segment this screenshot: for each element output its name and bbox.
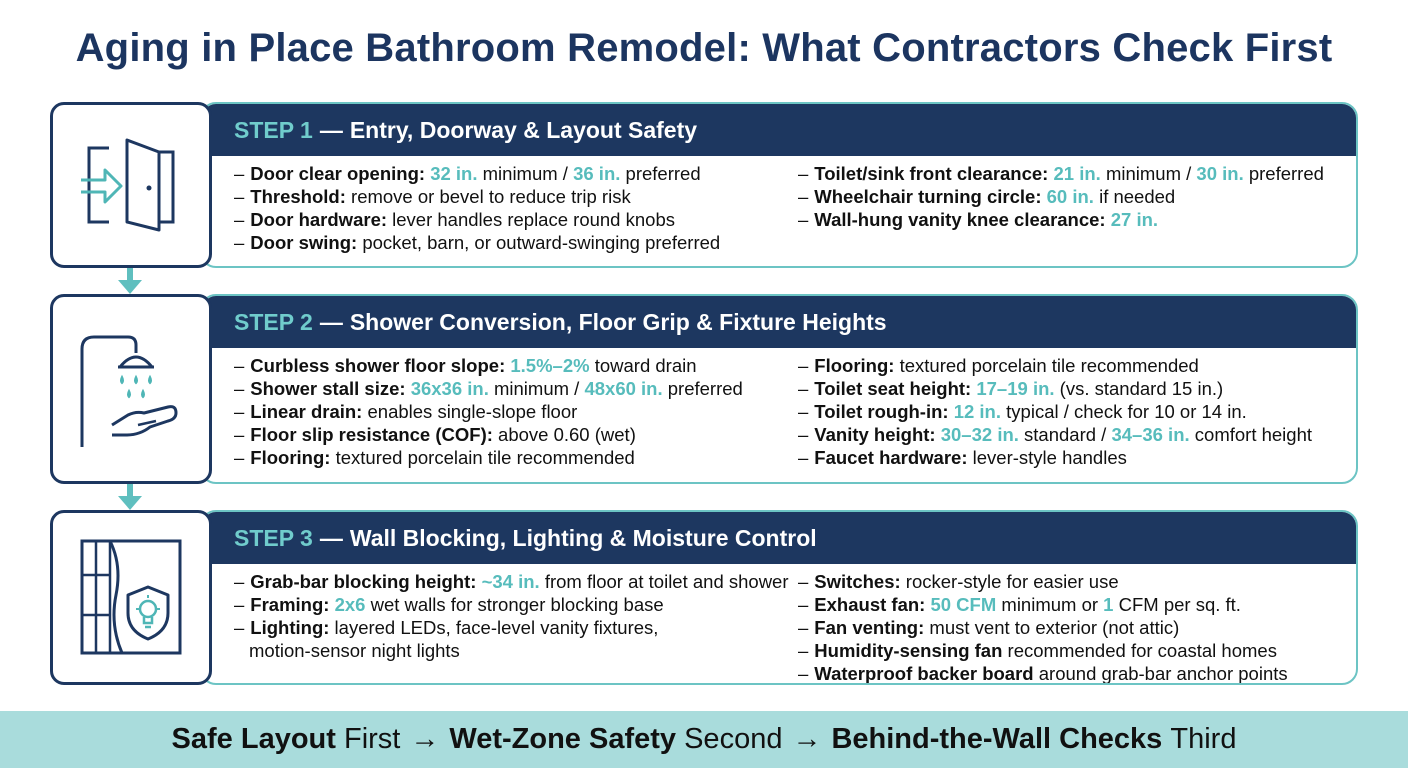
checklist-item (798, 616, 1288, 639)
item-text: remove or bevel to reduce trip risk (351, 186, 631, 207)
item-text: preferred (1248, 163, 1324, 184)
item-text: comfort height (1194, 424, 1313, 445)
shower-hand-icon (76, 329, 186, 449)
step-2-number: STEP 2 (234, 308, 313, 335)
step-2-right-list (798, 354, 1312, 469)
item-label: Linear drain: (250, 401, 363, 422)
item-text: standard / (1024, 424, 1107, 445)
checklist-item (798, 400, 1312, 423)
item-label: Wall-hung vanity knee clearance: (814, 209, 1106, 230)
item-text: minimum / (494, 378, 580, 399)
bullet-dash: – (798, 186, 809, 207)
step-2-header (202, 296, 1356, 348)
footer-phase-3: Third (1170, 723, 1237, 755)
step-connector-arrow (118, 268, 142, 294)
step-3-section (50, 510, 1358, 685)
step-3-number: STEP 3 (234, 524, 313, 551)
step-2-dash: — (319, 308, 343, 335)
item-text: motion-sensor night lights (249, 640, 460, 661)
wall-shield-bulb-icon (76, 535, 186, 660)
item-value: 2x6 (334, 594, 366, 615)
item-text: typical / check for 10 or 14 in. (1006, 401, 1247, 422)
item-value: 48x60 in. (584, 378, 663, 399)
checklist-item (234, 593, 789, 616)
step-3-header (202, 512, 1356, 564)
checklist-item (798, 354, 1312, 377)
bullet-dash: – (234, 447, 245, 468)
item-label: Exhaust fan: (814, 594, 926, 615)
item-label: Humidity-sensing fan (814, 640, 1003, 661)
item-label: Door hardware: (250, 209, 388, 230)
step-3-title: Wall Blocking, Lighting & Moisture Control (349, 524, 817, 551)
item-label: Flooring: (814, 355, 895, 376)
bullet-dash: – (798, 640, 809, 661)
bullet-dash: – (234, 378, 245, 399)
item-label: Lighting: (250, 617, 330, 638)
bullet-dash: – (234, 163, 245, 184)
item-label: Waterproof backer board (814, 663, 1034, 684)
item-text: pocket, barn, or outward-swinging preferred (362, 232, 721, 253)
item-label: Curbless shower floor slope: (250, 355, 506, 376)
checklist-item (798, 662, 1288, 685)
item-text: minimum / (482, 163, 568, 184)
item-value: 1.5%–2% (510, 355, 590, 376)
bullet-dash: – (798, 663, 809, 684)
item-text: above 0.60 (wet) (498, 424, 636, 445)
bullet-dash: – (798, 447, 809, 468)
item-text: recommended for coastal homes (1007, 640, 1277, 661)
item-text: enables single-slope floor (367, 401, 578, 422)
step-2-card (200, 294, 1358, 484)
item-text: minimum / (1105, 163, 1192, 184)
step-1-dash: — (319, 116, 343, 143)
checklist-item (798, 208, 1324, 231)
item-text: from floor at toilet and shower (544, 571, 789, 592)
item-text: must vent to exterior (not attic) (929, 617, 1180, 638)
item-text: rocker-style for easier use (905, 571, 1119, 592)
bullet-dash: – (234, 355, 245, 376)
footer-phase-2: Second (684, 723, 783, 755)
bullet-dash: – (798, 209, 809, 230)
step-1-number: STEP 1 (234, 116, 313, 143)
bullet-dash: – (234, 424, 245, 445)
item-label: Wheelchair turning circle: (814, 186, 1042, 207)
footer-arrow-icon: → (410, 723, 440, 755)
item-text: if needed (1099, 186, 1176, 207)
item-text: (vs. standard 15 in.) (1059, 378, 1224, 399)
checklist-item (234, 423, 743, 446)
step-3-left-list (234, 570, 789, 662)
checklist-item (234, 231, 720, 254)
step-1-card (200, 102, 1358, 268)
item-value: 34–36 in. (1111, 424, 1190, 445)
item-value: 30 in. (1196, 163, 1244, 184)
step-1-header (202, 104, 1356, 156)
item-value: 30–32 in. (940, 424, 1019, 445)
step-2-icon-box (50, 294, 212, 484)
item-text: around grab-bar anchor points (1038, 663, 1288, 684)
item-label: Toilet rough-in: (814, 401, 949, 422)
item-text: textured porcelain tile recommended (335, 447, 635, 468)
item-label: Fan venting: (814, 617, 925, 638)
item-text: preferred (625, 163, 701, 184)
step-3-right-list (798, 570, 1288, 685)
item-value: 50 CFM (930, 594, 997, 615)
checklist-item (798, 570, 1288, 593)
bullet-dash: – (234, 594, 245, 615)
step-2-section (50, 294, 1358, 484)
checklist-item (234, 400, 743, 423)
item-value: ~34 in. (481, 571, 540, 592)
item-label: Door clear opening: (250, 163, 426, 184)
item-label: Toilet/sink front clearance: (814, 163, 1049, 184)
step-1-right-list (798, 162, 1324, 231)
item-text: wet walls for stronger blocking base (370, 594, 664, 615)
item-text: lever-style handles (972, 447, 1127, 468)
item-label: Flooring: (250, 447, 331, 468)
bullet-dash: – (798, 617, 809, 638)
bullet-dash: – (234, 617, 245, 638)
bullet-dash: – (798, 594, 809, 615)
checklist-item (234, 185, 720, 208)
item-value: 36 in. (573, 163, 621, 184)
item-value: 36x36 in. (410, 378, 489, 399)
footer-phase-3-bold: Behind-the-Wall Checks (831, 723, 1163, 755)
step-1-title: Entry, Doorway & Layout Safety (349, 116, 698, 143)
checklist-item (234, 162, 720, 185)
footer-arrow-icon: → (792, 723, 822, 755)
item-text: preferred (667, 378, 743, 399)
item-text: lever handles replace round knobs (392, 209, 675, 230)
item-text: CFM per sq. ft. (1118, 594, 1241, 615)
bullet-dash: – (798, 424, 809, 445)
item-label: Floor slip resistance (COF): (250, 424, 493, 445)
item-label: Threshold: (250, 186, 346, 207)
door-entry-icon (81, 130, 181, 240)
bullet-dash: – (234, 209, 245, 230)
checklist-item (798, 593, 1288, 616)
item-text: textured porcelain tile recommended (899, 355, 1199, 376)
checklist-item (798, 162, 1324, 185)
item-value: 60 in. (1046, 186, 1094, 207)
item-label: Framing: (250, 594, 330, 615)
checklist-item (234, 377, 743, 400)
checklist-item (798, 446, 1312, 469)
footer-phase-1: First (343, 723, 401, 755)
checklist-item (234, 354, 743, 377)
bullet-dash: – (798, 571, 809, 592)
bullet-dash: – (234, 571, 245, 592)
item-value: 12 in. (953, 401, 1002, 422)
checklist-item (798, 377, 1312, 400)
checklist-item (234, 208, 720, 231)
bullet-dash: – (234, 401, 245, 422)
step-2-title: Shower Conversion, Floor Grip & Fixture Heights (349, 308, 887, 335)
bullet-dash: – (798, 401, 809, 422)
checklist-item (798, 423, 1312, 446)
item-value: 27 in. (1110, 209, 1159, 230)
item-label: Vanity height: (814, 424, 936, 445)
checklist-item (234, 616, 789, 639)
bullet-dash: – (234, 232, 245, 253)
item-label: Switches: (814, 571, 901, 592)
item-label: Faucet hardware: (814, 447, 968, 468)
checklist-item (798, 185, 1324, 208)
item-text: layered LEDs, face-level vanity fixtures, (334, 617, 659, 638)
step-3-icon-box (50, 510, 212, 685)
step-1-icon-box (50, 102, 212, 268)
footer-phase-2-bold: Wet-Zone Safety (449, 723, 677, 755)
step-3-dash: — (319, 524, 343, 551)
checklist-item (798, 639, 1288, 662)
step-1-left-list (234, 162, 720, 254)
item-value: 21 in. (1053, 163, 1101, 184)
step-1-section (50, 102, 1358, 268)
checklist-item (234, 570, 789, 593)
checklist-item (234, 639, 789, 662)
footer-phase-1-bold: Safe Layout (171, 723, 336, 755)
bullet-dash: – (798, 378, 809, 399)
checklist-item (234, 446, 743, 469)
item-label: Toilet seat height: (814, 378, 972, 399)
item-text: minimum or (1001, 594, 1099, 615)
item-label: Door swing: (250, 232, 358, 253)
step-3-card (200, 510, 1358, 685)
page-title: Aging in Place Bathroom Remodel: What Contractors Check First (75, 26, 1333, 70)
step-connector-arrow (118, 484, 142, 510)
item-value: 32 in. (430, 163, 478, 184)
step-2-left-list (234, 354, 743, 469)
bullet-dash: – (798, 163, 809, 184)
footer-summary (0, 711, 1408, 768)
item-label: Grab-bar blocking height: (250, 571, 477, 592)
bullet-dash: – (798, 355, 809, 376)
bullet-dash: – (234, 186, 245, 207)
item-value: 1 (1103, 594, 1114, 615)
item-value: 17–19 in. (976, 378, 1055, 399)
item-label: Shower stall size: (250, 378, 406, 399)
item-text: toward drain (594, 355, 697, 376)
